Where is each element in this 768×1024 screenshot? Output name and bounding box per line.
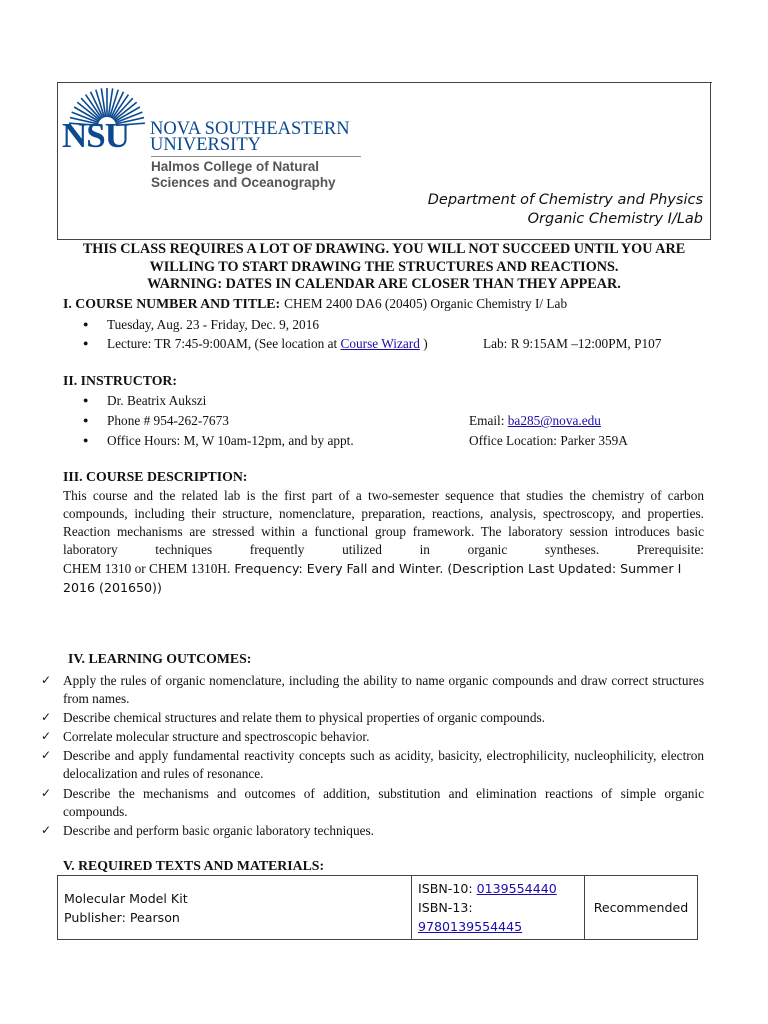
instructor-phone: ● Phone # 954-262-7673 <box>83 413 229 428</box>
warning-line2: WILLING TO START DRAWING THE STRUCTURES AND REACTIONS. <box>149 258 619 275</box>
lab-info: Lab: R 9:15AM –12:00PM, P107 <box>483 336 662 351</box>
isbn10: ISBN-10: 0139554440 <box>418 881 557 896</box>
lecture-info: ● Lecture: TR 7:45-9:00AM, (See location at Course Wizard ) <box>83 336 428 351</box>
email-link[interactable]: ba285@nova.edu <box>507 413 601 428</box>
isbn13: ISBN-13: 9780139554445 <box>418 900 523 934</box>
bullet-icon: ● <box>83 415 89 425</box>
course-description-text: This course and the related lab is the first part of a two-semester sequence that studies the chemistry of carbon compounds, including their structure, nomenclature, preparation, reactions, analysis, spectroscopy, and properties. Reaction mechanisms are stressed within a functional group framework. The laboratory session introduces basic laboratory techniques frequently utilized in organic syntheses. Prerequisite: <box>63 488 704 557</box>
section4-heading: IV. LEARNING OUTCOMES: <box>68 651 252 666</box>
table-row <box>58 876 698 940</box>
material-publisher: Publisher: Pearson <box>64 909 180 925</box>
logo-college-line2: Sciences and Oceanography <box>151 175 336 190</box>
department-name: Department of Chemistry and Physics <box>427 192 703 208</box>
warning-line3: WARNING: DATES IN CALENDAR ARE CLOSER THAN THEY APPEAR. <box>147 276 621 292</box>
department-heading <box>428 191 703 229</box>
learning-outcome-item: ✓ Describe the mechanisms and outcomes of addition, substitution and elimination reactions of simple organic compounds. <box>41 786 704 819</box>
nsu-logo <box>62 86 367 194</box>
instructor-email: Email: ba285@nova.edu <box>469 413 601 428</box>
checkmark-icon: ✓ <box>41 748 52 762</box>
bullet-icon: ● <box>83 319 89 329</box>
section-course-title <box>63 295 567 313</box>
checkmark-icon: ✓ <box>41 786 52 800</box>
logo-abbr: NSU <box>62 116 130 155</box>
drawing-warning <box>57 241 711 294</box>
section2-heading: II. INSTRUCTOR: <box>63 373 177 388</box>
course-description <box>63 487 704 597</box>
learning-outcome-item: ✓ Apply the rules of organic nomenclature, including the ability to name organic compounds and draw correct structures from names. <box>41 673 704 706</box>
logo-college-line1: Halmos College of Natural <box>151 159 320 174</box>
office-hours: ● Office Hours: M, W 10am-12pm, and by appt. <box>83 433 354 448</box>
prerequisite-courses: CHEM 1310 or CHEM 1310H. <box>63 561 231 576</box>
learning-outcome-item: ✓ Describe and apply fundamental reactivity concepts such as acidity, basicity, electrophilicity, nucleophilicity, electron delocalization and rules of resonance. <box>41 748 704 781</box>
section5-heading: V. REQUIRED TEXTS AND MATERIALS: <box>63 858 325 873</box>
materials-table <box>57 875 698 940</box>
material-name: Molecular Model Kit <box>64 890 188 906</box>
course-description-frequency: CHEM 1310 or CHEM 1310H. Frequency: Every Fall and Winter. (Description Last Updated: Summer I 2016 (201650)) <box>63 561 682 595</box>
office-location: Office Location: Parker 359A <box>469 433 628 448</box>
bullet-icon: ● <box>83 435 89 445</box>
learning-outcome-item: ✓ Describe chemical structures and relate them to physical properties of organic compounds. <box>41 710 545 725</box>
logo-university-name-line1: NOVA SOUTHEASTERN <box>150 119 350 139</box>
material-item-cell <box>58 876 412 940</box>
logo-university-name-line2: UNIVERSITY <box>150 135 261 155</box>
bullet-icon: ● <box>83 338 89 348</box>
warning-line1: THIS CLASS REQUIRES A LOT OF DRAWING. YOU WILL NOT SUCCEED UNTIL YOU ARE <box>82 241 686 257</box>
course-wizard-link[interactable]: Course Wizard <box>340 336 420 351</box>
material-status-cell: Recommended <box>585 876 698 940</box>
bullet-icon: ● <box>83 395 89 405</box>
learning-outcome-item: ✓ Describe and perform basic organic laboratory techniques. <box>41 823 375 838</box>
checkmark-icon: ✓ <box>41 823 52 837</box>
course-name: Organic Chemistry I/Lab <box>527 211 703 227</box>
course-dates: ● Tuesday, Aug. 23 - Friday, Dec. 9, 2016 <box>83 317 319 332</box>
isbn13-link[interactable]: 9780139554445 <box>418 919 523 934</box>
material-isbn-cell <box>412 876 585 940</box>
logo-divider <box>151 156 361 157</box>
instructor-name: ● Dr. Beatrix Aukszi <box>83 393 207 408</box>
checkmark-icon: ✓ <box>41 710 52 724</box>
isbn10-link[interactable]: 0139554440 <box>476 881 557 896</box>
course-number-title: CHEM 2400 DA6 (20405) Organic Chemistry I/ Lab <box>284 296 568 311</box>
section1-heading: I. COURSE NUMBER AND TITLE: <box>63 296 281 311</box>
checkmark-icon: ✓ <box>41 673 52 687</box>
checkmark-icon: ✓ <box>41 729 52 743</box>
section3-heading: III. COURSE DESCRIPTION: <box>63 469 248 484</box>
learning-outcome-item: ✓ Correlate molecular structure and spectroscopic behavior. <box>41 729 370 744</box>
